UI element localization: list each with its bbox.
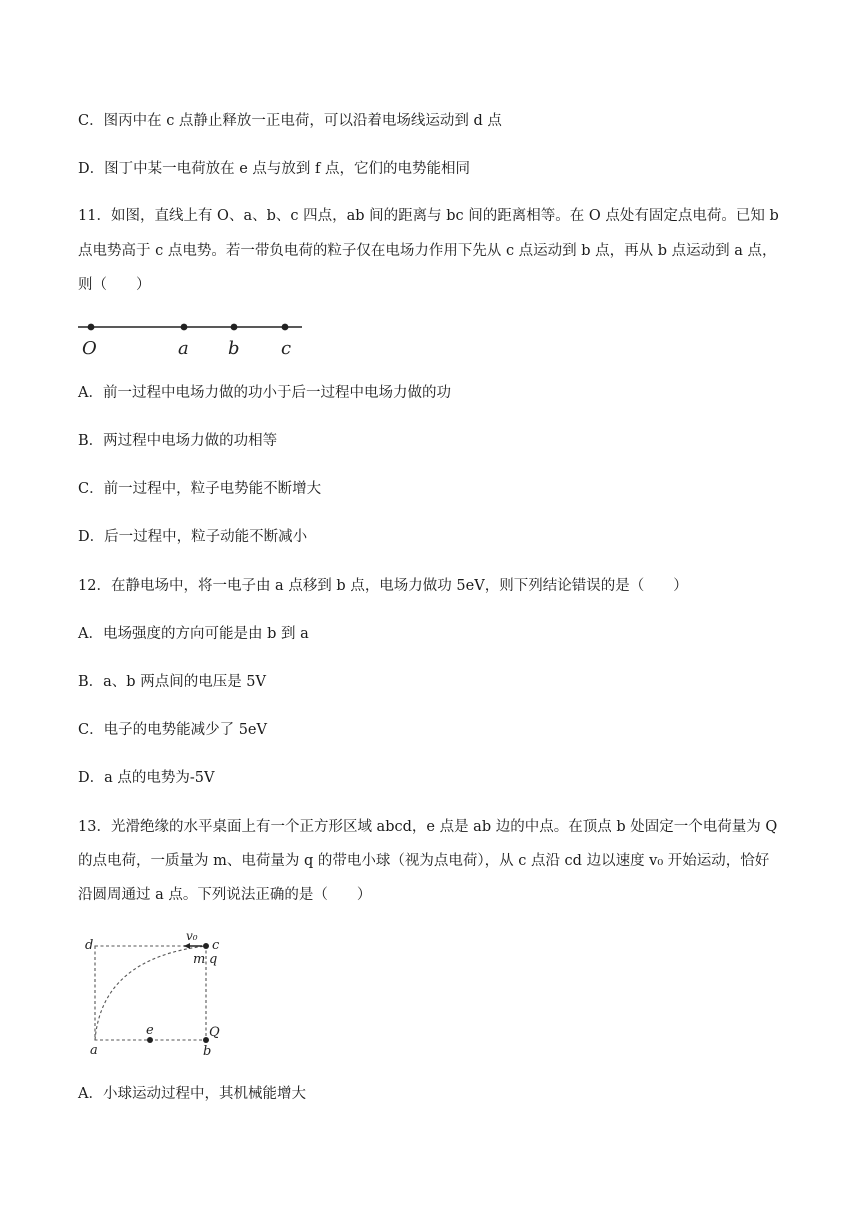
label-Q: Q	[209, 1025, 220, 1040]
label-v0: v₀	[186, 930, 198, 943]
point-O	[88, 324, 95, 331]
label-m: m	[193, 952, 206, 967]
q10-option-c: C．图丙中在 c 点静止释放一正电荷，可以沿着电场线运动到 d 点	[78, 113, 502, 129]
q11-option-a: A．前一过程中电场力做的功小于后一过程中电场力做的功	[78, 385, 451, 401]
q11-option-d: D．后一过程中，粒子动能不断减小	[78, 529, 308, 545]
point-b	[231, 324, 238, 331]
label-c2: c	[212, 938, 220, 953]
q11-option-c: C．前一过程中，粒子电势能不断增大	[78, 481, 322, 497]
q13-square-diagram	[80, 930, 230, 1060]
point-c-dot	[203, 943, 209, 949]
q11-stem-line-2: 点电势高于 c 点电势。若一带负电荷的粒子仅在电场力作用下先从 c 点运动到 b 点，再从 b 点运动到 a 点，	[78, 243, 777, 259]
q13-stem-line-2: 的点电荷，一质量为 m、电荷量为 q 的带电小球（视为点电荷），从 c 点沿 cd 边以速度 v₀ 开始运动，恰好	[78, 853, 770, 869]
label-d: d	[85, 938, 94, 953]
label-q: q	[209, 952, 218, 967]
q12-option-d: D．a 点的电势为-5V	[78, 770, 215, 786]
label-O: O	[82, 338, 97, 359]
label-a: a	[178, 338, 189, 359]
q11-option-b: B．两过程中电场力做的功相等	[78, 433, 278, 449]
label-a2: a	[90, 1043, 98, 1058]
q11-stem-line-1: 11．如图，直线上有 O、a、b、c 四点，ab 间的距离与 bc 间的距离相等。在 O 点处有固定点电荷。已知 b	[78, 208, 779, 224]
q12-option-b: B．a、b 两点间的电压是 5V	[78, 674, 266, 690]
q11-line-diagram	[76, 314, 308, 360]
label-b2: b	[203, 1044, 212, 1059]
q13-option-a: A．小球运动过程中，其机械能增大	[78, 1086, 306, 1102]
q12-stem: 12．在静电场中，将一电子由 a 点移到 b 点，电场力做功 5eV，则下列结论错误的是（ ）	[78, 578, 688, 594]
q13-stem-line-1: 13．光滑绝缘的水平桌面上有一个正方形区域 abcd，e 点是 ab 边的中点。在顶点 b 处固定一个电荷量为 Q	[78, 819, 778, 835]
label-e: e	[146, 1023, 154, 1038]
label-c: c	[281, 338, 292, 359]
q11-stem-line-3: 则（ ）	[78, 277, 151, 293]
q12-option-c: C．电子的电势能减少了 5eV	[78, 722, 267, 738]
point-c	[282, 324, 289, 331]
q12-option-a: A．电场强度的方向可能是由 b 到 a	[78, 626, 309, 642]
q13-stem-line-3: 沿圆周通过 a 点。下列说法正确的是（ ）	[78, 887, 372, 903]
q10-option-d: D．图丁中某一电荷放在 e 点与放到 f 点，它们的电势能相同	[78, 161, 471, 177]
label-b: b	[228, 338, 240, 359]
point-a	[181, 324, 188, 331]
